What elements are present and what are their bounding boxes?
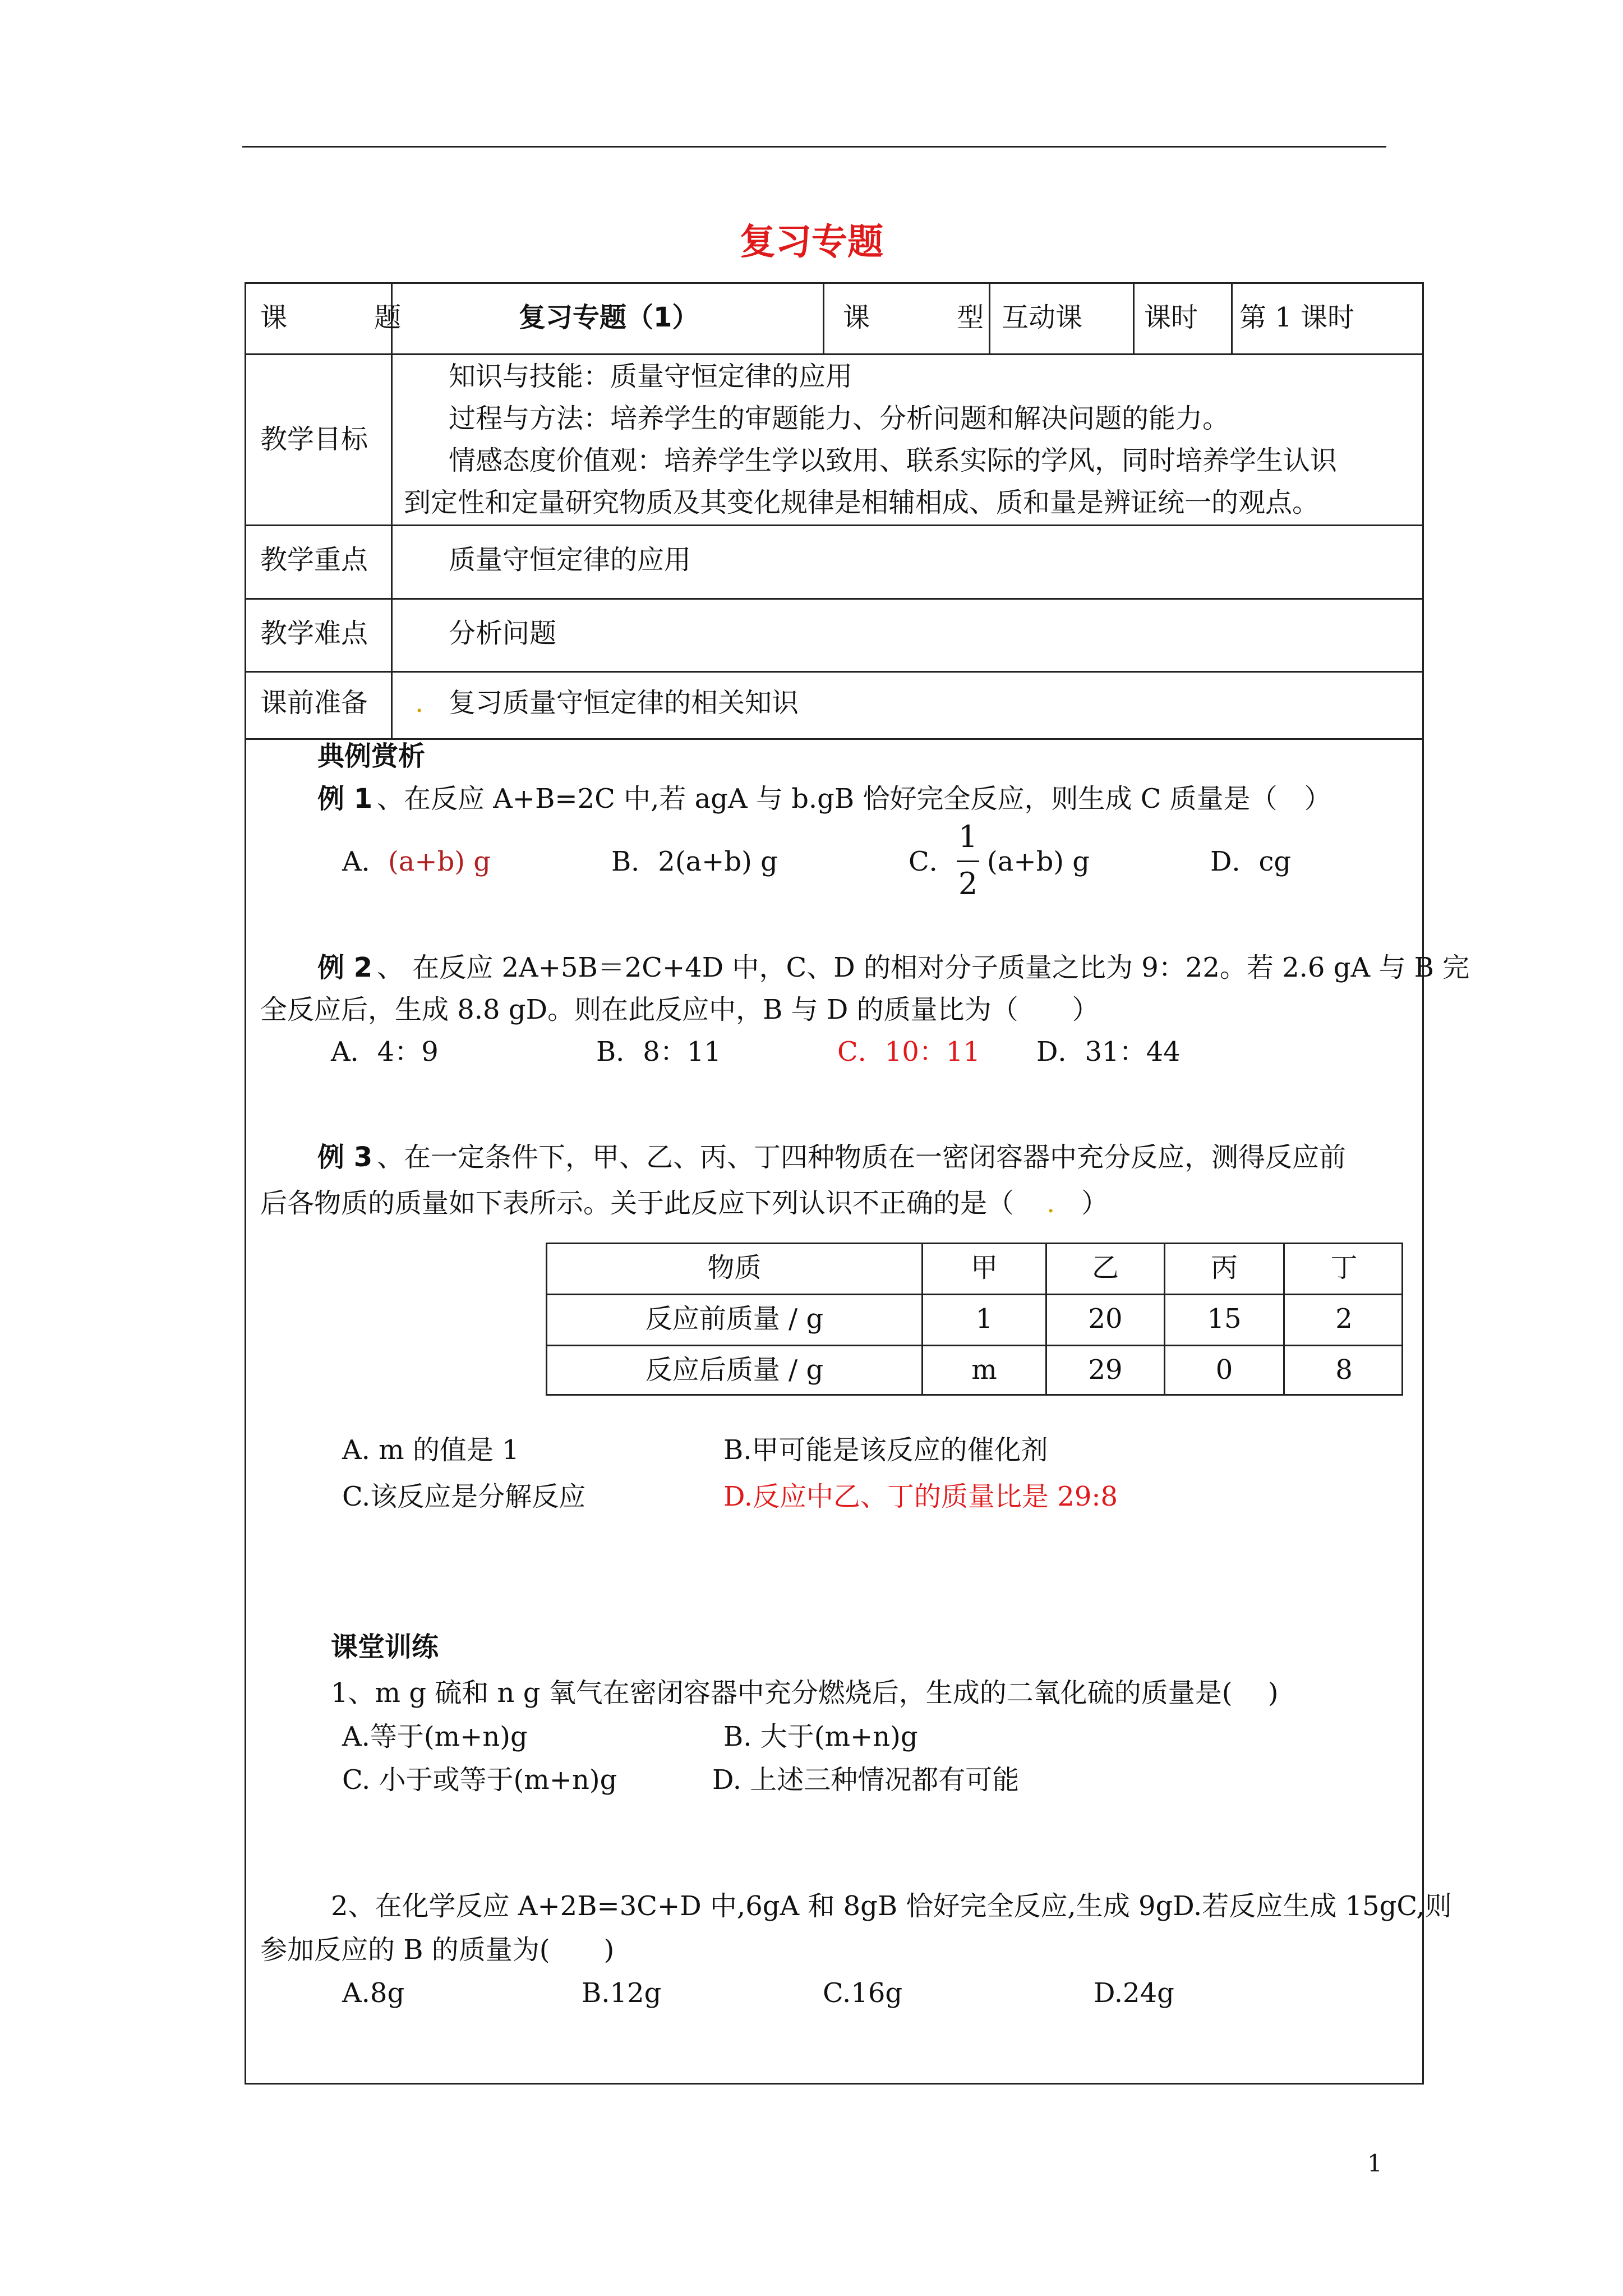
objective-line: 到定性和定量研究物质及其变化规律是相辅相成、质和量是辨证统一的观点。: [404, 487, 1320, 518]
practice-q2-option-d: D.24g: [1094, 1977, 1174, 2009]
table-cell: 反应后质量 / g: [645, 1354, 824, 1386]
fraction-numerator: 1: [958, 819, 978, 854]
table-row-divider: [546, 1345, 1403, 1346]
objective-line: 过程与方法：培养学生的审题能力、分析问题和解决问题的能力。: [449, 403, 1230, 434]
table-cell: 8: [1335, 1354, 1353, 1386]
example-2-label: 例 2: [317, 952, 373, 983]
objective-line: 知识与技能：质量守恒定律的应用: [449, 361, 853, 392]
preparation-value: 复习质量守恒定律的相关知识: [449, 687, 799, 719]
example-2-option-b: B．8：11: [596, 1036, 721, 1068]
practice-q1-option-a: A.等于(m+n)g: [342, 1721, 528, 1752]
practice-heading: 课堂训练: [331, 1631, 439, 1663]
practice-q2-line: 参加反应的 B 的质量为( ): [260, 1934, 615, 1966]
column-divider: [823, 282, 824, 353]
practice-q2-option-b: B.12g: [582, 1977, 662, 2009]
preparation-label: 课前准备: [260, 687, 368, 719]
practice-q1-option-d: D. 上述三种情况都有可能: [712, 1764, 1020, 1796]
table-cell: m: [971, 1354, 997, 1386]
table-cell: 反应前质量 / g: [645, 1303, 824, 1335]
header-rule: [242, 146, 1386, 148]
example-2-option-a: A．4：9: [331, 1036, 439, 1068]
example-3-option-b: B.甲可能是该反应的催化剂: [723, 1434, 1048, 1466]
key-point-label: 教学重点: [260, 544, 368, 576]
example-1-label: 例 1: [317, 783, 373, 815]
row-divider: [245, 671, 1424, 673]
fraction-denominator: 2: [958, 866, 978, 901]
table-cell: 0: [1215, 1354, 1233, 1386]
practice-q2-line: 2、在化学反应 A+2B=3C+D 中,6gA 和 8gB 恰好完全反应,生成 9gD.若反应生成 15gC,则: [331, 1890, 1452, 1922]
table-row-divider: [546, 1294, 1403, 1295]
page-number: 1: [1367, 2150, 1382, 2177]
type-label: 课 型: [843, 302, 1023, 333]
example-3-marker: .: [1046, 1188, 1055, 1219]
objectives-label: 教学目标: [260, 424, 368, 455]
example-3-label: 例 3: [317, 1142, 373, 1173]
row-divider: [245, 353, 1424, 355]
example-1-option-a-prefix: A．: [342, 846, 389, 877]
page-title: 复习专题: [740, 222, 883, 263]
type-value: 互动课: [1002, 302, 1083, 333]
difficulty-value: 分析问题: [449, 618, 557, 649]
column-divider: [391, 282, 393, 738]
table-header-cell: 甲: [970, 1252, 998, 1283]
example-2-line: 全反应后，生成 8.8 gD。则在此反应中，B 与 D 的质量比为（ ）: [260, 994, 1099, 1025]
preparation-marker: .: [415, 687, 424, 719]
difficulty-label: 教学难点: [260, 618, 368, 649]
example-1-option-c: (a+b) g: [987, 846, 1090, 877]
example-1-option-d: D．cg: [1210, 846, 1292, 877]
column-divider: [1231, 282, 1233, 353]
practice-q1-option-c: C. 小于或等于(m+n)g: [342, 1764, 617, 1796]
table-cell: 29: [1088, 1354, 1123, 1386]
example-1-option-c-prefix: C．: [909, 846, 956, 877]
example-1-option-b: B．2(a+b) g: [611, 846, 778, 877]
practice-q1-question: 1、m g 硫和 n g 氧气在密闭容器中充分燃烧后，生成的二氧化硫的质量是( ): [331, 1677, 1279, 1709]
table-header-cell: 丁: [1330, 1252, 1358, 1283]
table-header-cell: 乙: [1091, 1252, 1119, 1283]
example-3-line: 后各物质的质量如下表所示。关于此反应下列认识不正确的是（: [260, 1188, 1015, 1219]
subject-value: 复习专题（1）: [519, 302, 699, 333]
example-3-option-c: C.该反应是分解反应: [342, 1481, 586, 1512]
subject-label: 课 题: [260, 302, 441, 333]
period-label: 课时: [1144, 302, 1198, 333]
examples-heading: 典例赏析: [317, 740, 426, 772]
example-1-question: 、在反应 A+B=2C 中,若 agA 与 b.gB 恰好完全反应，则生成 C 质量是（ ）: [377, 783, 1331, 815]
table-cell: 1: [975, 1303, 993, 1335]
example-3-line-end: ）: [1054, 1188, 1109, 1219]
example-2-option-c: C．10：11: [837, 1036, 980, 1068]
key-point-value: 质量守恒定律的应用: [449, 544, 691, 576]
table-header-cell: 物质: [707, 1252, 762, 1283]
practice-q2-option-a: A.8g: [342, 1977, 405, 2009]
table-header-cell: 丙: [1210, 1252, 1238, 1283]
objective-line: 情感态度价值观：培养学生学以致用、联系实际的学风，同时培养学生认识: [449, 445, 1338, 476]
row-divider: [245, 524, 1424, 526]
period-value: 第 1 课时: [1239, 302, 1355, 333]
table-cell: 15: [1207, 1303, 1242, 1335]
column-divider: [1133, 282, 1135, 353]
practice-q1-option-b: B. 大于(m+n)g: [723, 1721, 918, 1752]
lesson-plan-table: [245, 282, 1424, 2085]
practice-q2-option-c: C.16g: [823, 1977, 903, 2009]
example-3-option-a: A. m 的值是 1: [342, 1434, 519, 1466]
example-3-option-d: D.反应中乙、丁的质量比是 29:8: [723, 1481, 1118, 1512]
example-1-option-a: (a+b) g: [388, 846, 491, 877]
fraction-bar: [957, 861, 979, 862]
example-2-option-d: D．31：44: [1036, 1036, 1181, 1068]
row-divider: [245, 598, 1424, 600]
table-cell: 2: [1335, 1303, 1353, 1335]
example-2-line: 、 在反应 2A+5B＝2C+4D 中，C、D 的相对分子质量之比为 9：22。若 2.6 gA 与 B 完: [377, 952, 1470, 983]
table-cell: 20: [1088, 1303, 1123, 1335]
example-3-line: 、在一定条件下，甲、乙、丙、丁四种物质在一密闭容器中充分反应，测得反应前: [377, 1142, 1347, 1173]
row-divider: [245, 738, 1424, 740]
